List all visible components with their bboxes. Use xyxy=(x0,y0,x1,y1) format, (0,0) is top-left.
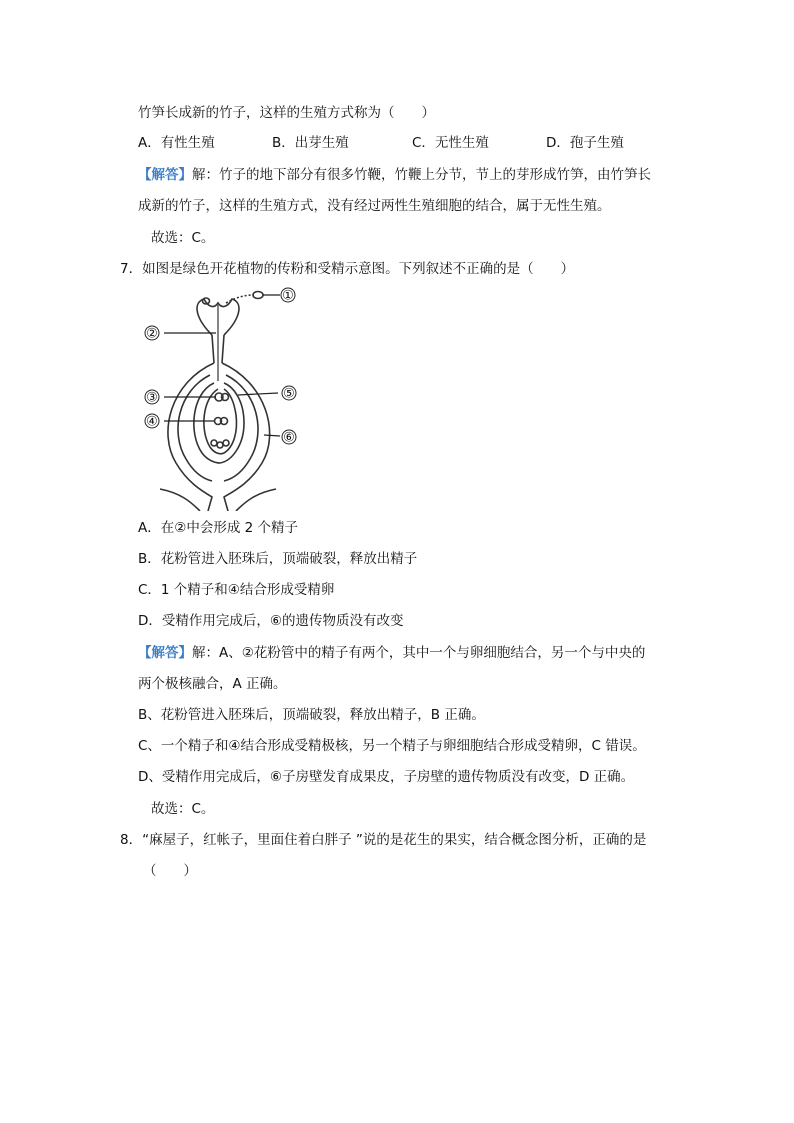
q6-option-c: C．无性生殖 xyxy=(412,135,489,151)
label-1: ① xyxy=(282,288,294,304)
answer-tag: 【解答】 xyxy=(138,645,192,661)
q7-answer-line xyxy=(138,643,645,663)
answer-tag: 【解答】 xyxy=(138,167,192,183)
label-6: ⑥ xyxy=(283,430,295,446)
q7-answer-text-2: 两个极核融合，A 正确。 xyxy=(138,676,287,692)
q7-option-c: C．1 个精子和④结合形成受精卵 xyxy=(138,582,335,598)
q7-answer-text-4: C、一个精子和④结合形成受精极核，另一个精子与卵细胞结合形成受精卵，C 错误。 xyxy=(138,738,646,754)
q6-choice: 故选：C。 xyxy=(151,230,215,246)
q7-answer-text-5: D、受精作用完成后，⑥子房壁发育成果皮，子房壁的遗传物质没有改变，D 正确。 xyxy=(138,769,635,785)
q6-options xyxy=(138,133,658,153)
label-3: ③ xyxy=(146,390,158,406)
q7-answer-text-1: 解：A、②花粉管中的精子有两个，其中一个与卵细胞结合，另一个与中央的 xyxy=(192,645,646,661)
label-5: ⑤ xyxy=(283,386,295,402)
q6-option-d: D．孢子生殖 xyxy=(546,135,624,151)
flower-pistil-figure xyxy=(140,283,315,511)
q7-option-b: B．花粉管进入胚珠后，顶端破裂，释放出精子 xyxy=(138,551,418,567)
q6-stem: 竹笋长成新的竹子，这样的生殖方式称为（ ） xyxy=(138,105,435,121)
label-2: ② xyxy=(146,326,158,342)
q8-paren: （ ） xyxy=(143,863,197,879)
q7-option-d: D．受精作用完成后，⑥的遗传物质没有改变 xyxy=(138,613,404,629)
q6-option-a: A．有性生殖 xyxy=(138,135,215,151)
q6-option-b: B．出芽生殖 xyxy=(272,135,349,151)
label-4: ④ xyxy=(146,414,158,430)
pollination-fertilization-diagram xyxy=(140,283,315,515)
q7-option-a: A．在②中会形成 2 个精子 xyxy=(138,520,299,536)
q7-choice: 故选：C。 xyxy=(151,801,215,817)
q7-answer-text-3: B、花粉管进入胚珠后，顶端破裂，释放出精子，B 正确。 xyxy=(138,707,485,723)
q7-stem: 7．如图是绿色开花植物的传粉和受精示意图。下列叙述不正确的是（ ） xyxy=(120,261,575,277)
q6-answer-line xyxy=(138,165,651,185)
q6-answer-text-1: 解：竹子的地下部分有很多竹鞭，竹鞭上分节，节上的芽形成竹笋，由竹笋长 xyxy=(192,167,651,183)
q8-stem: 8．“麻屋子，红帐子，里面住着白胖子 ”说的是花生的果实，结合概念图分析，正确的是 xyxy=(120,832,647,848)
q6-answer-text-2: 成新的竹子，这样的生殖方式，没有经过两性生殖细胞的结合，属于无性生殖。 xyxy=(138,198,611,214)
